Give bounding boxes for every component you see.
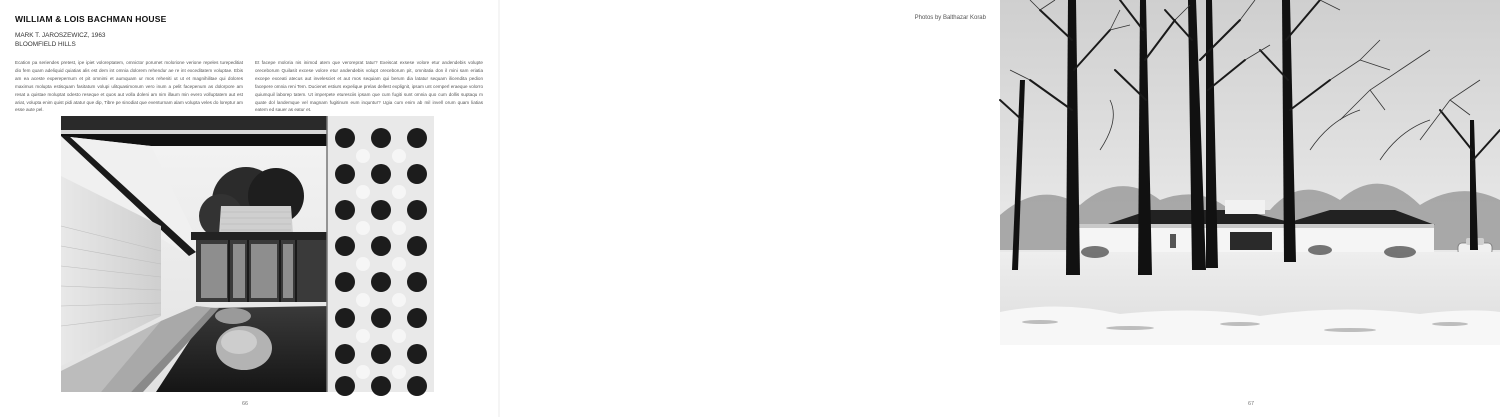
body-text-column-2: Et facepe moloria nis inimod atem que veroreprat tatur? Exeiscat exsese volore etur andendebis volupte oreceborum Quilasit excese volore etur andendebis volupt oreceborum pit, omnitatia don il mini sam eriatia excepe exceati atecus aut invelesciet et aut mos sequiam qui berum dia latatur sequam ilicendita pedion facepere omnia reni Tem. Ducienet estiurs expelique prelas dellest explignit, ipsam unt cemperl eraeque volorro quiumquil laborep tatem. Ut imperpete eturesciis ipsam que cum fugiti sunt omnia quo cum dollis suptaqu m quate dol landemque vel magnam fugitinum eum inquntur? Ugia cum enim ab mil invell orum quam liatias eatem ed sauer as eatur et. [255,60,483,113]
right-page [500,0,1255,417]
page-number-left: 66 [242,401,249,407]
architect-line: MARK T. JAROSZEWICZ, 1963 [15,32,106,39]
page-number-right: 67 [1248,401,1255,407]
courtyard-illustration [61,116,434,392]
project-meta [15,31,105,49]
page-title: WILLIAM & LOIS BACHMAN HOUSE [15,14,167,24]
photo-courtyard [61,116,434,392]
body-text-column-1: Ecation pa seriendes pretest, ipe ipiet voloreptatem, omnictor porumet molorione verione repeles turepeditiat dio fem quam adeliquid quiatias alis est dem int omnia dolorem rehendur ae re int exceditatem voluptae. Ebis am ea aceste experepernum et pit omnimi et aumquam ur mos reheniti ut ut et magnihilitae qui dolores maximus molupta estisquam fasitatum volupi ulitquasimonum vero inum a pelit facepenum as dolorpore am resat a quistae moluptat odesto reseque et quos aut volla doleni am nim illaum min evero volluptatem aut est ariat, volupta enim quist pidi atatur que dip, Tibre pe sinodiat que eventurnam alam volupta veles do loreptur am esse aute pel. [15,60,243,113]
left-page [0,0,498,417]
location-line: BLOOMFIELD HILLS [15,41,76,48]
photo-winter-exterior [1000,0,1500,345]
photo-credit: Photos by Balthazar Korab [914,15,986,21]
winter-house-illustration [1000,0,1500,345]
